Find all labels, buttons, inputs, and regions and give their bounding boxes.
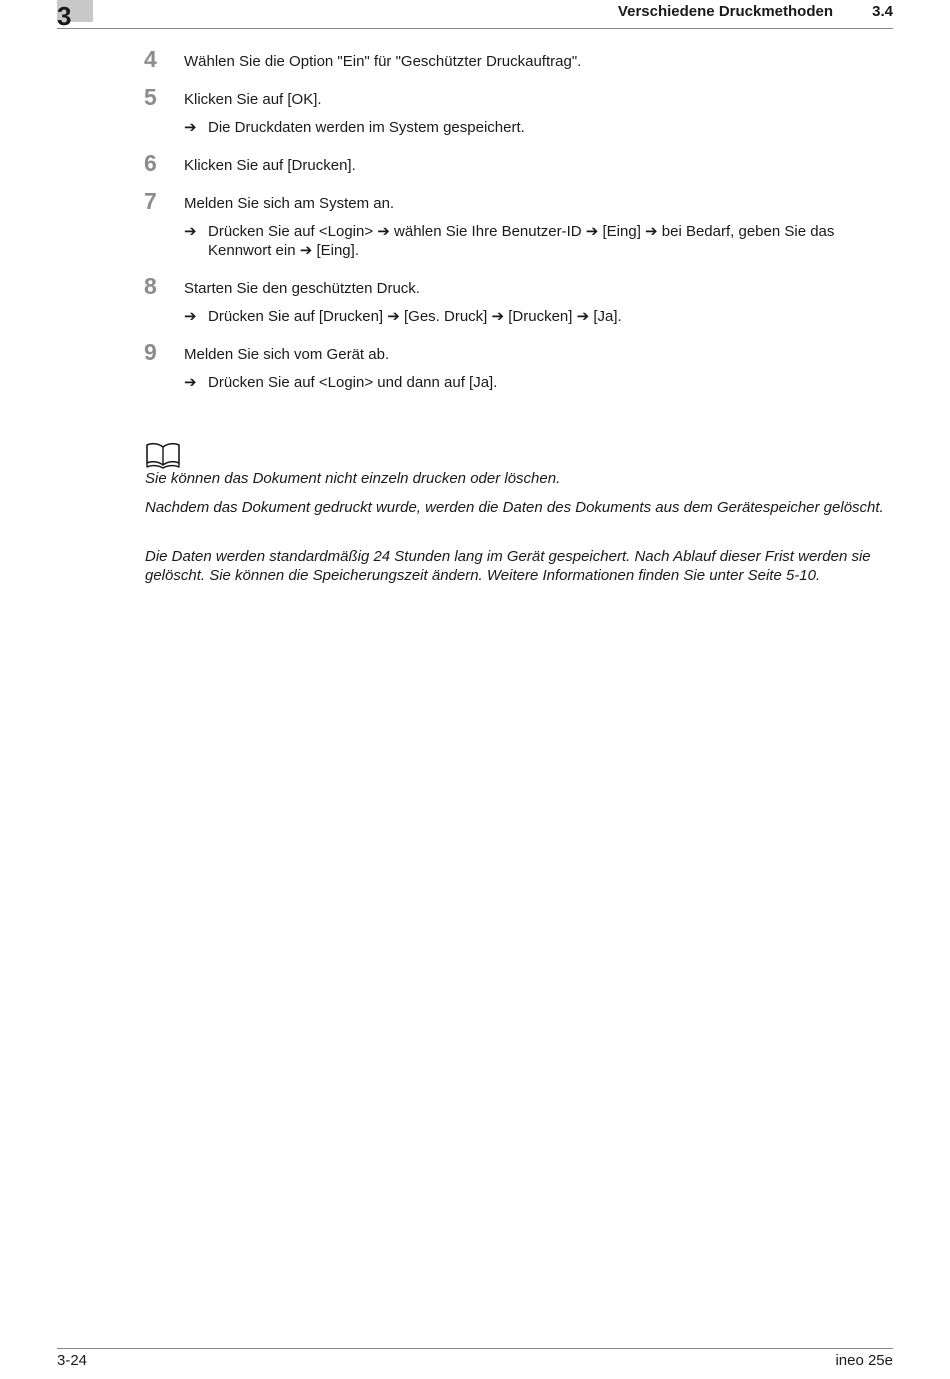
note-paragraph: Die Daten werden standardmäßig 24 Stunden lang im Gerät gespeichert. Nach Ablauf dieser Frist werden sie gelöscht. Sie können die Speicherungszeit ändern. Weitere Informationen finden Sie unter Seite 5-10. [145,548,871,584]
arrow-icon: ➔ [184,223,197,240]
step-text: Klicken Sie auf [OK]. [184,91,322,108]
step-detail-text: Drücken Sie auf <Login> und dann auf [Ja]. [208,374,498,391]
product-name: ineo 25e [835,1352,893,1369]
step-number: 8 [144,273,157,299]
step-8-detail [184,307,894,326]
step-number: 6 [144,150,157,176]
arrow-icon: ➔ [184,374,197,391]
step-7-detail [184,222,894,260]
step-text: Starten Sie den geschützten Druck. [184,280,420,297]
note-paragraph: Sie können das Dokument nicht einzeln drucken oder löschen. [145,470,561,487]
step-text: Wählen Sie die Option "Ein" für "Geschützter Druckauftrag". [184,53,582,70]
footer-divider [57,1348,893,1349]
chapter-number: 3 [57,1,72,31]
note-paragraph: Nachdem das Dokument gedruckt wurde, werden die Daten des Dokuments aus dem Gerätespeicher gelöscht. [145,499,884,516]
step-number: 7 [144,188,157,214]
step-detail-text: Drücken Sie auf <Login> ➔ wählen Sie Ihre Benutzer-ID ➔ [Eing] ➔ bei Bedarf, geben Sie das Kennwort ein ➔ [Eing]. [208,223,835,259]
step-text: Melden Sie sich am System an. [184,195,395,212]
book-icon [145,441,181,469]
step-detail-text: Die Druckdaten werden im System gespeichert. [208,119,525,136]
step-9-detail [184,373,894,392]
arrow-icon: ➔ [184,119,197,136]
step-text: Melden Sie sich vom Gerät ab. [184,346,390,363]
header-section-number: 3.4 [872,3,893,20]
page-number: 3-24 [57,1352,88,1369]
header-divider [57,28,893,29]
step-text: Klicken Sie auf [Drucken]. [184,157,356,174]
arrow-icon: ➔ [184,308,197,325]
header-title: Verschiedene Druckmethoden [617,3,833,20]
step-number: 4 [144,46,157,72]
step-number: 9 [144,339,157,365]
step-5-detail [184,118,894,137]
step-detail-text: Drücken Sie auf [Drucken] ➔ [Ges. Druck] ➔ [Drucken] ➔ [Ja]. [208,308,622,325]
step-number: 5 [144,84,157,110]
